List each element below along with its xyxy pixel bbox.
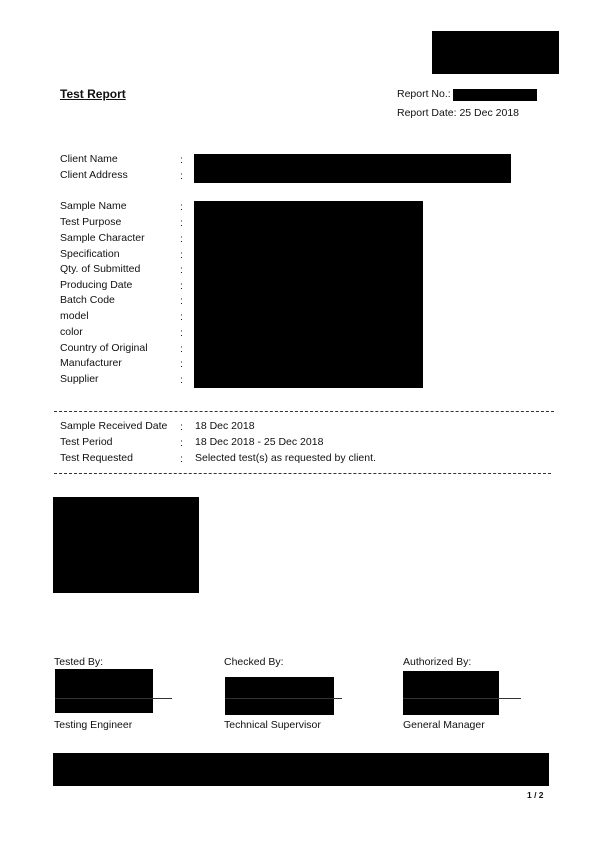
- test-period-label: Test Period: [60, 436, 113, 448]
- dashed-divider-top: [54, 411, 554, 412]
- manufacturer-colon: :: [180, 358, 183, 370]
- tester-signature-line: [55, 698, 172, 699]
- supplier-label: Supplier: [60, 373, 99, 385]
- test-purpose-colon: :: [180, 217, 183, 229]
- report-title: Test Report: [60, 87, 126, 101]
- authorized-by-label: Authorized By:: [403, 656, 472, 668]
- redacted-footer: [53, 753, 549, 786]
- color-label: color: [60, 326, 83, 338]
- producing-date-label: Producing Date: [60, 279, 133, 291]
- report-no-label: Report No.:: [397, 88, 451, 100]
- specification-colon: :: [180, 249, 183, 261]
- sample-character-label: Sample Character: [60, 232, 145, 244]
- technical-supervisor-label: Technical Supervisor: [224, 719, 321, 731]
- qty-submitted-label: Qty. of Submitted: [60, 263, 141, 275]
- color-colon: :: [180, 327, 183, 339]
- redacted-checker-signature: [225, 677, 334, 715]
- dashed-divider-bottom: [54, 473, 551, 474]
- redacted-tester-signature: [55, 669, 153, 713]
- country-of-original-label: Country of Original: [60, 342, 148, 354]
- supplier-colon: :: [180, 374, 183, 386]
- sample-received-date-colon: :: [180, 421, 183, 433]
- client-address-colon: :: [180, 170, 183, 182]
- producing-date-colon: :: [180, 280, 183, 292]
- model-colon: :: [180, 311, 183, 323]
- client-name-label: Client Name: [60, 153, 118, 165]
- specification-label: Specification: [60, 248, 120, 260]
- general-manager-label: General Manager: [403, 719, 485, 731]
- country-of-original-colon: :: [180, 343, 183, 355]
- testing-engineer-label: Testing Engineer: [54, 719, 133, 731]
- report-date-label: Report Date:: [397, 107, 457, 119]
- sample-name-label: Sample Name: [60, 200, 127, 212]
- sample-received-date-value: 18 Dec 2018: [195, 420, 255, 432]
- page-number: 1 / 2: [527, 790, 544, 800]
- test-period-value: 18 Dec 2018 - 25 Dec 2018: [195, 436, 324, 448]
- redacted-authorizer-signature: [403, 671, 499, 715]
- qty-submitted-colon: :: [180, 264, 183, 276]
- redacted-stamp: [53, 497, 199, 593]
- sample-received-date-label: Sample Received Date: [60, 420, 168, 432]
- checker-signature-line: [225, 698, 342, 699]
- test-requested-colon: :: [180, 453, 183, 465]
- report-date-value: 25 Dec 2018: [459, 107, 519, 119]
- redacted-logo: [432, 31, 559, 74]
- test-requested-label: Test Requested: [60, 452, 133, 464]
- checked-by-label: Checked By:: [224, 656, 284, 668]
- sample-character-colon: :: [180, 233, 183, 245]
- tested-by-label: Tested By:: [54, 656, 104, 668]
- report-date: [397, 107, 519, 119]
- test-period-colon: :: [180, 437, 183, 449]
- redacted-sample-info: [194, 201, 423, 388]
- manufacturer-label: Manufacturer: [60, 357, 122, 369]
- model-label: model: [60, 310, 89, 322]
- redacted-client-info: [194, 154, 511, 183]
- batch-code-label: Batch Code: [60, 294, 115, 306]
- sample-name-colon: :: [180, 201, 183, 213]
- test-purpose-label: Test Purpose: [60, 216, 122, 228]
- redacted-report-no: [453, 89, 537, 101]
- batch-code-colon: :: [180, 295, 183, 307]
- client-address-label: Client Address: [60, 169, 128, 181]
- client-name-colon: :: [180, 154, 183, 166]
- authorizer-signature-line: [403, 698, 521, 699]
- test-requested-value: Selected test(s) as requested by client.: [195, 452, 376, 464]
